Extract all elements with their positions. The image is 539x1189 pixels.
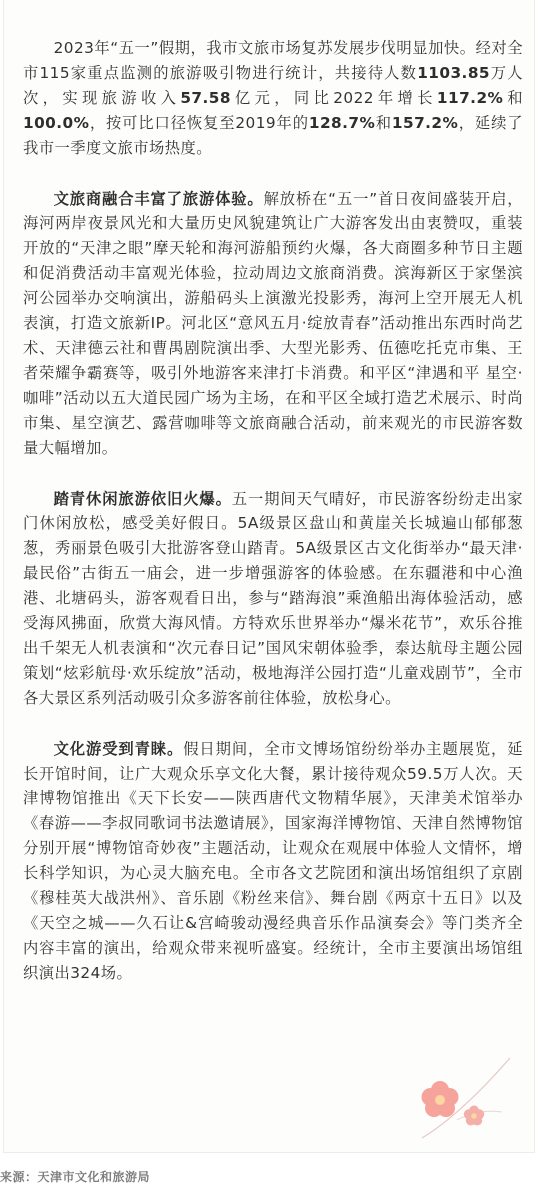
text: 2023年“五一”假期，我市文旅市场复苏发展步伐明显加快。经对全市115家重点监测的旅游吸引物进行统计，共接待人数 bbox=[23, 39, 523, 82]
stat-growth-revenue: 100.0% bbox=[23, 113, 90, 132]
stat-recovery-visitors: 128.7% bbox=[308, 113, 376, 132]
flower-decoration-icon bbox=[402, 1050, 512, 1140]
section-heading: 文旅商融合丰富了旅游体验。 bbox=[53, 189, 264, 208]
section-body: 解放桥在“五一”首日夜间盛装开启，海河两岸夜景风光和大量历史风貌建筑让广大游客发出由衷赞叹，重装开放的“天津之眼”摩天轮和海河游船预约火爆，各大商圈多种节日主题和促消费活动丰富观光体验，拉动周边文旅商消费。滨海新区于家堡滨河公园举办交响演出，游船码头上演激光投影秀，海河上空开展无人机表演，打造文旅新IP。河北区“意风五月·绽放青春”活动推出东西时尚艺术、天津德云社和曹禺剧院演出季、大型光影秀、伍德吃托克市集、王者荣耀争霸赛等，吸引外地游客来津打卡消费。和平区“津遇和平 星空·咖啡”活动以五大道民园广场为主场，在和平区全域打造艺术展示、时尚市集、星空演艺、露营咖啡等文旅商融合活动，前来观光的市民游客数量大幅增加。 bbox=[23, 189, 523, 457]
paragraph-culture-commerce bbox=[23, 187, 523, 461]
section-heading: 踏青休闲旅游依旧火爆。 bbox=[53, 489, 232, 508]
text: 和 bbox=[375, 113, 392, 132]
stat-visitors: 1103.85 bbox=[417, 63, 491, 82]
source-credit: 来源：天津市文化和旅游局 bbox=[0, 1170, 151, 1184]
section-body: 五一期间天气晴好，市民游客纷纷走出家门休闲放松，感受美好假日。5A级景区盘山和黄崖关长城遍山郁郁葱葱，秀丽景色吸引大批游客登山踏青。5A级景区古文化街举办“最天津·最民俗”古街五一庙会，进一步增强游客的体验感。在东疆港和中心渔港、北塘码头，游客观看日出，参与“踏海浪”乘渔船出海体验活动，感受海风拂面，欣赏大海风情。方特欢乐世界举办“爆米花节”，欢乐谷推出千架无人机表演和“次元春日记”国风宋朝体验季，泰达航母主题公园策划“炫彩航母·欢乐绽放”活动，极地海洋公园打造“儿童戏剧节”，全市各大景区系列活动吸引众多游客前往体验，放松身心。 bbox=[23, 489, 524, 707]
article-card bbox=[3, 0, 535, 1153]
text: 和 bbox=[503, 88, 523, 107]
paragraph-outdoor-leisure bbox=[23, 487, 523, 711]
text: ，延续了我市一季度文旅市场热度。 bbox=[23, 113, 523, 157]
section-body: 假日期间，全市文博场馆纷纷举办主题展览，延长开馆时间，让广大观众乐享文化大餐，累计接待观众59.5万人次。天津博物馆推出《天下长安——陕西唐代文物精华展》，天津美术馆举办《春游——李叔同歌词书法邀请展》，国家海洋博物馆、天津自然博物馆分别开展“博物馆奇妙夜”主题活动，让观众在观展中体验人文情怀，增长科学知识，为心灵大脑充电。全市各文艺院团和演出场馆组织了京剧《穆桂英大战洪州》、音乐剧《粉丝来信》、舞台剧《两京十五日》以及《天空之城——久石让&宫崎骏动漫经典音乐作品演奏会》等门类齐全内容丰富的演出，给观众带来视听盛宴。经统计，全市主要演出场馆组织演出324场。 bbox=[23, 739, 524, 982]
section-heading: 文化游受到青睐。 bbox=[53, 739, 184, 758]
paragraph-cultural-tourism bbox=[23, 737, 523, 986]
text: 亿元，同比2022年增长 bbox=[230, 88, 437, 107]
article-body bbox=[23, 36, 523, 1012]
text: ，按可比口径恢复至2019年的 bbox=[89, 113, 309, 132]
stat-recovery-revenue: 157.2% bbox=[391, 113, 459, 132]
stat-revenue: 57.58 bbox=[180, 88, 231, 107]
paragraph-summary bbox=[23, 36, 523, 161]
stat-growth-visitors: 117.2% bbox=[436, 88, 504, 107]
text: 万人次，实现旅游收入 bbox=[23, 63, 524, 107]
